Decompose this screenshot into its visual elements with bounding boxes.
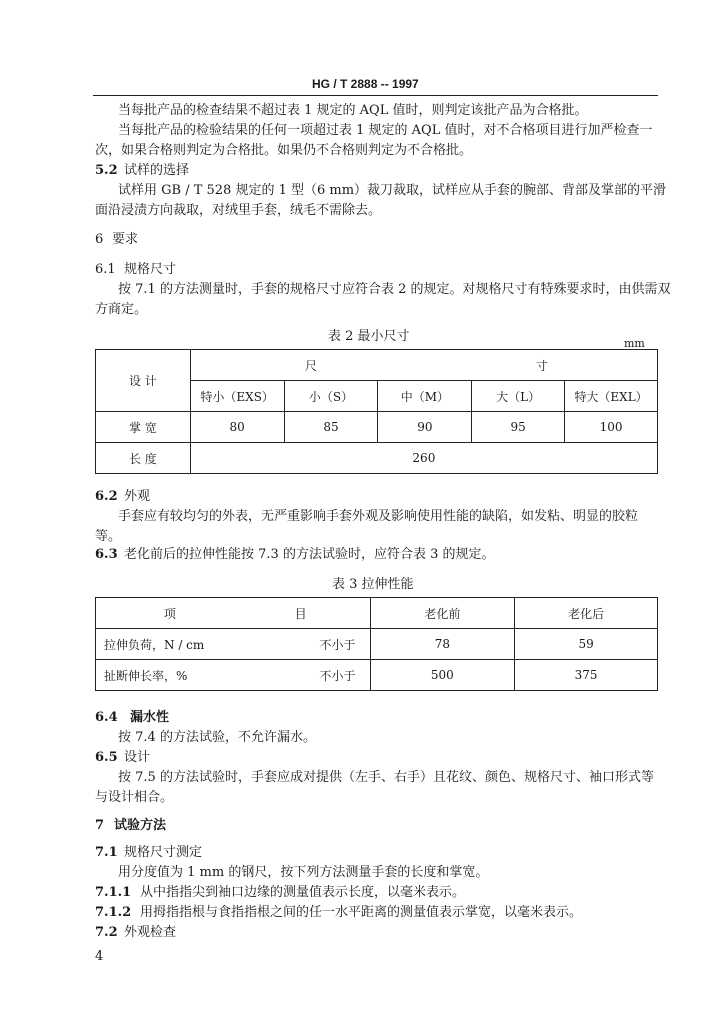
table-row-qualifier: 不小于 <box>319 637 356 652</box>
running-header: HG / T 2888 -- 1997 <box>312 77 419 91</box>
table-header-size <box>190 350 657 381</box>
section-number: 6.3 <box>95 547 118 562</box>
section-title: 试验方法 <box>114 818 167 833</box>
table-header-cell: 特小（EXS） <box>190 381 284 412</box>
section-number: 6.1 <box>95 262 116 277</box>
section-number: 6.4 <box>95 710 118 725</box>
table-row-label: 长 度 <box>96 443 191 474</box>
section-number: 6.2 <box>95 489 118 504</box>
paragraph: 用拇指指根与食指指根之间的任一水平距离的测量值表示掌宽，以毫米表示。 <box>140 905 583 920</box>
table-caption: 表 3 拉伸性能 <box>332 577 414 592</box>
table-row-qualifier: 不小于 <box>319 668 356 683</box>
table-cell: 500 <box>370 660 515 691</box>
section-number: 7.1 <box>95 845 118 860</box>
section-number: 7.2 <box>95 925 118 940</box>
section-title: 规格尺寸测定 <box>124 845 203 860</box>
section-title: 设计 <box>124 750 151 765</box>
table-tensile <box>95 597 658 691</box>
section-number: 6.5 <box>95 750 118 765</box>
paragraph: 与设计相合。 <box>95 790 174 805</box>
section-title: 要求 <box>112 232 139 247</box>
table-header-item-left: 项 <box>163 606 176 621</box>
table-header-cell: 特大（EXL） <box>565 381 658 412</box>
table-header-item-right: 目 <box>294 606 307 621</box>
section-number: 6 <box>95 232 104 247</box>
table-cell: 95 <box>472 412 565 443</box>
table-header-size-left: 尺 <box>304 358 317 373</box>
paragraph: 从中指指尖到袖口边缘的测量值表示长度，以毫米表示。 <box>140 885 466 900</box>
table-min-size <box>95 349 658 474</box>
table-row-label: 掌 宽 <box>96 412 191 443</box>
table-header-item <box>96 598 371 629</box>
section-number: 7 <box>95 818 105 833</box>
paragraph: 按 7.5 的方法试验时，手套应成对提供（左手、右手）且花纹、颜色、规格尺寸、袖口形式等 <box>118 770 654 785</box>
paragraph: 用分度值为 1 mm 的钢尺，按下列方法测量手套的长度和掌宽。 <box>118 865 489 880</box>
table-header-cell: 老化前 <box>370 598 515 629</box>
table-header-cell: 大（L） <box>472 381 565 412</box>
table-unit: mm <box>624 337 645 350</box>
paragraph: 等。 <box>95 529 122 544</box>
paragraph: 当每批产品的检验结果的任何一项超过表 1 规定的 AQL 值时，对不合格项目进行加严检查一 <box>118 123 653 138</box>
table-cell: 59 <box>515 629 658 660</box>
page-number: 4 <box>95 949 104 964</box>
section-title: 漏水性 <box>130 710 170 725</box>
table-row-label: 拉伸负荷，N / cm 不小于 <box>96 629 371 660</box>
paragraph: 次，如果合格则判定为合格批。如果仍不合格则判定为不合格批。 <box>95 143 473 158</box>
table-header-cell: 老化后 <box>515 598 658 629</box>
section-number: 7.1.2 <box>95 905 132 920</box>
table-header-cell: 中（M） <box>378 381 472 412</box>
section-number: 5.2 <box>95 163 118 178</box>
table-header-size-right: 寸 <box>535 358 548 373</box>
paragraph: 方商定。 <box>95 302 148 317</box>
paragraph: 按 7.1 的方法测量时，手套的规格尺寸应符合表 2 的规定。对规格尺寸有特殊要求时，由供需双 <box>118 282 671 297</box>
paragraph: 老化前后的拉伸性能按 7.3 的方法试验时，应符合表 3 的规定。 <box>124 547 495 562</box>
paragraph: 面沿浸渍方向裁取，对绒里手套，绒毛不需除去。 <box>95 203 382 218</box>
table-caption: 表 2 最小尺寸 <box>328 329 410 344</box>
table-cell: 260 <box>190 443 657 474</box>
table-cell: 100 <box>565 412 658 443</box>
table-cell: 80 <box>190 412 284 443</box>
paragraph: 手套应有较均匀的外表，无严重影响手套外观及影响使用性能的缺陷，如发粘、明显的胶粒 <box>118 509 639 524</box>
section-title: 试样的选择 <box>124 163 190 178</box>
table-header-cell: 小（S） <box>284 381 378 412</box>
section-title: 规格尺寸 <box>124 262 177 277</box>
table-header-design: 设 计 <box>96 350 191 412</box>
paragraph: 当每批产品的检查结果不超过表 1 规定的 AQL 值时，则判定该批产品为合格批。 <box>118 103 588 118</box>
table-cell: 375 <box>515 660 658 691</box>
table-cell: 78 <box>370 629 515 660</box>
section-title: 外观 <box>124 489 151 504</box>
paragraph: 按 7.4 的方法试验，不允许漏水。 <box>118 730 316 745</box>
table-cell: 90 <box>378 412 472 443</box>
paragraph: 试样用 GB / T 528 规定的 1 型（6 mm）裁刀裁取，试样应从手套的腕部、背部及掌部的平滑 <box>118 183 667 198</box>
section-title: 外观检查 <box>124 925 177 940</box>
table-row-label: 扯断伸长率，% 不小于 <box>96 660 371 691</box>
section-number: 7.1.1 <box>95 885 132 900</box>
table-cell: 85 <box>284 412 378 443</box>
header-rule <box>93 95 658 96</box>
